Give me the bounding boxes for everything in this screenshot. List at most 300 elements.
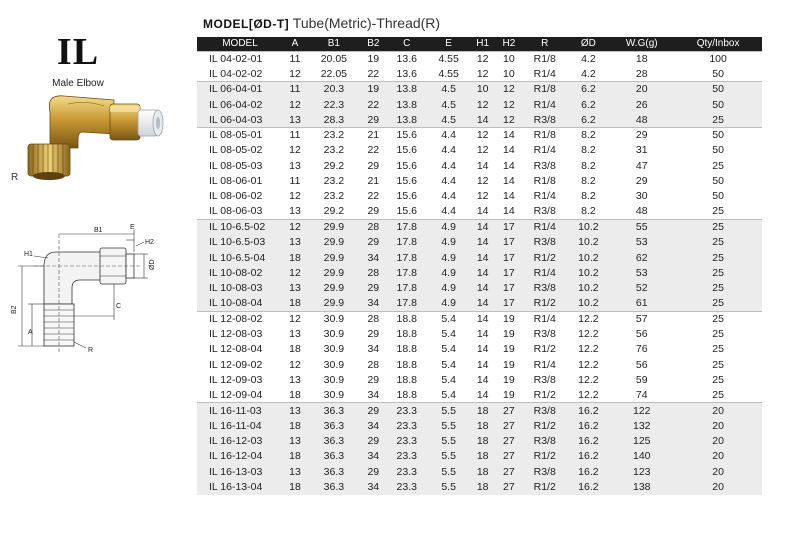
spec-cell: 17.8 (386, 265, 428, 280)
spec-cell: 13 (283, 403, 307, 418)
spec-cell: 14 (470, 219, 496, 234)
spec-cell: 23.2 (323, 175, 345, 188)
spec-cell: 15.6 (396, 144, 417, 157)
spec-cell: 23.3 (386, 418, 428, 433)
table-row (197, 326, 762, 341)
spec-cell: 18.8 (396, 358, 417, 371)
table-row (197, 433, 762, 448)
spec-cell: 4.5 (428, 112, 470, 127)
spec-cell: 17.8 (386, 296, 428, 311)
spec-cell: 23.3 (386, 403, 428, 418)
spec-cell: 30.9 (323, 358, 345, 371)
model-cell: IL 06-04-01 (197, 82, 283, 97)
spec-cell: 18 (470, 479, 496, 494)
spec-cell: 6.2 (567, 97, 609, 112)
spec-cell: 13 (289, 205, 301, 218)
table-row (197, 66, 762, 81)
model-cell: IL 12-08-02 (197, 311, 283, 326)
spec-cell: 12.2 (567, 311, 609, 326)
spec-cell: 10.2 (567, 280, 609, 295)
spec-cell: 17 (496, 250, 522, 265)
spec-cell: 14 (470, 265, 496, 280)
spec-cell: 28 (361, 219, 386, 234)
spec-cell: 10 (496, 51, 522, 66)
table-row (197, 235, 762, 250)
spec-cell: 23.3 (386, 449, 428, 464)
spec-cell: 29 (609, 127, 674, 142)
spec-cell: 11 (283, 51, 307, 66)
dimension-diagram (4, 222, 180, 358)
spec-cell: 23.3 (386, 433, 428, 448)
spec-cell: 11 (289, 175, 301, 188)
spec-cell: 4.9 (428, 280, 470, 295)
spec-cell: 48 (609, 112, 674, 127)
spec-cell: 30.9 (323, 388, 345, 401)
spec-cell: 18 (289, 343, 301, 356)
spec-cell: 34 (361, 296, 386, 311)
model-cell: IL 10-6.5-03 (197, 235, 283, 250)
spec-cell: 25 (674, 235, 762, 250)
table-heading (203, 15, 440, 31)
spec-cell: 53 (609, 265, 674, 280)
model-cell: IL 16-13-04 (197, 479, 283, 494)
table-row (197, 388, 762, 403)
table-row (197, 311, 762, 326)
spec-cell: R1/4 (522, 97, 567, 112)
spec-cell: 5.4 (441, 388, 456, 401)
spec-cell: 18 (289, 388, 301, 401)
spec-cell: 50 (712, 190, 724, 203)
dim-label-a: A (28, 329, 33, 336)
spec-cell: 12 (283, 219, 307, 234)
spec-cell: 8.2 (581, 205, 596, 218)
spec-cell: 18 (609, 51, 674, 66)
model-cell: IL 04-02-02 (209, 67, 263, 80)
spec-cell: 17 (496, 280, 522, 295)
spec-cell: 4.55 (438, 67, 459, 80)
spec-cell: 17.8 (386, 280, 428, 295)
spec-cell: 21 (367, 175, 380, 188)
spec-cell: 14 (503, 175, 515, 188)
dim-label-e: E (130, 224, 135, 231)
spec-cell: R1/2 (522, 296, 567, 311)
table-row (197, 189, 762, 204)
spec-cell: 16.2 (567, 464, 609, 479)
spec-cell: 29 (361, 235, 386, 250)
spec-cell: 20 (674, 418, 762, 433)
spec-cell: 18 (283, 250, 307, 265)
spec-cell: 14 (496, 127, 522, 142)
spec-cell: 36.3 (307, 479, 361, 494)
spec-cell: 123 (609, 464, 674, 479)
table-row (197, 250, 762, 265)
dim-label-od: ØD (149, 259, 156, 270)
spec-cell: 30 (635, 190, 648, 203)
spec-cell: 34 (361, 479, 386, 494)
spec-cell: 50 (674, 97, 762, 112)
spec-cell: 28 (367, 358, 380, 371)
spec-cell: 4.5 (428, 82, 470, 97)
spec-cell: 29.9 (307, 219, 361, 234)
spec-cell: 23.3 (386, 464, 428, 479)
spec-cell: 29 (367, 327, 380, 340)
dim-label-b2: B2 (11, 305, 18, 314)
spec-cell: R1/4 (533, 144, 556, 157)
spec-cell: R1/2 (533, 343, 556, 356)
spec-cell: 30.9 (323, 373, 345, 386)
size-group (197, 403, 762, 495)
spec-cell: 6.2 (567, 82, 609, 97)
spec-cell: 17 (496, 265, 522, 280)
spec-cell: 5.5 (428, 464, 470, 479)
spec-cell: 17 (496, 235, 522, 250)
spec-cell: 19 (503, 373, 515, 386)
spec-cell: 132 (609, 418, 674, 433)
model-cell: IL 08-06-01 (209, 175, 263, 188)
spec-cell: R1/2 (522, 250, 567, 265)
column-header: H1 (470, 37, 496, 51)
spec-cell: 18 (470, 403, 496, 418)
spec-cell: 20.05 (307, 51, 361, 66)
spec-cell: 28.3 (307, 112, 361, 127)
thread-type-label: R (11, 172, 19, 183)
spec-cell: R1/2 (522, 418, 567, 433)
product-name: Male Elbow (52, 78, 104, 89)
model-cell: IL 08-05-03 (209, 159, 263, 172)
spec-cell: 17.8 (386, 250, 428, 265)
spec-cell: 48 (635, 205, 648, 218)
size-group (197, 219, 762, 311)
table-row (197, 280, 762, 295)
spec-cell: 18 (283, 449, 307, 464)
spec-cell: 29 (361, 433, 386, 448)
table-row (197, 127, 762, 142)
spec-cell: 14 (476, 159, 489, 172)
spec-cell: 74 (635, 388, 648, 401)
spec-cell: 13 (289, 373, 301, 386)
spec-cell: 12 (283, 311, 307, 326)
spec-cell: 5.4 (441, 373, 456, 386)
spec-cell: R3/8 (533, 159, 556, 172)
spec-cell: 28 (361, 311, 386, 326)
model-cell: IL 16-12-03 (197, 433, 283, 448)
spec-cell: R3/8 (522, 403, 567, 418)
spec-cell: 8.2 (567, 127, 609, 142)
column-header: W.G(g) (609, 37, 674, 51)
spec-cell: 14 (470, 112, 496, 127)
spec-cell: 14 (470, 280, 496, 295)
spec-cell: 17 (496, 219, 522, 234)
spec-cell: 14 (470, 296, 496, 311)
spec-cell: 27 (496, 433, 522, 448)
spec-cell: 10.2 (567, 296, 609, 311)
spec-cell: 19 (503, 388, 515, 401)
spec-cell: 5.5 (428, 403, 470, 418)
spec-cell: 25 (674, 219, 762, 234)
dim-label-c: C (116, 303, 122, 310)
table-row (197, 265, 762, 280)
spec-cell: 138 (609, 479, 674, 494)
spec-cell: 15.6 (396, 190, 417, 203)
spec-cell: 25 (712, 205, 724, 218)
spec-cell: R3/8 (533, 373, 556, 386)
model-cell: IL 16-11-04 (197, 418, 283, 433)
table-row (197, 82, 762, 97)
spec-cell: 13.8 (386, 82, 428, 97)
spec-cell: 15.6 (396, 159, 417, 172)
spec-cell: 100 (674, 51, 762, 66)
model-cell: IL 12-08-04 (209, 343, 263, 356)
spec-cell: 16.2 (567, 418, 609, 433)
spec-cell: 12 (289, 144, 301, 157)
spec-cell: 19 (503, 358, 515, 371)
product-code: IL (56, 31, 100, 73)
spec-cell: 29 (361, 464, 386, 479)
spec-cell: 20 (674, 464, 762, 479)
spec-cell: 25 (674, 311, 762, 326)
spec-cell: 4.9 (428, 250, 470, 265)
header-row (197, 37, 762, 51)
spec-cell: 30.9 (323, 343, 345, 356)
spec-cell: 12 (289, 190, 301, 203)
spec-cell: 4.5 (428, 97, 470, 112)
spec-cell: 12 (496, 97, 522, 112)
spec-cell: 10 (503, 67, 515, 80)
spec-cell: 18.8 (396, 343, 417, 356)
spec-cell: 17.8 (386, 219, 428, 234)
model-cell: IL 10-08-02 (197, 265, 283, 280)
table-row (197, 449, 762, 464)
spec-cell: 13 (289, 159, 301, 172)
spec-cell: 4.9 (428, 265, 470, 280)
spec-cell: 13.6 (396, 67, 417, 80)
spec-cell: 8.2 (581, 159, 596, 172)
spec-cell: 18.8 (396, 373, 417, 386)
spec-cell: 15.6 (396, 175, 417, 188)
spec-cell: 5.5 (428, 433, 470, 448)
spec-cell: 25 (674, 265, 762, 280)
spec-cell: 6.2 (567, 112, 609, 127)
spec-cell: 57 (609, 311, 674, 326)
column-header: ØD (567, 37, 609, 51)
spec-cell: 18 (283, 296, 307, 311)
spec-cell: 62 (609, 250, 674, 265)
spec-cell: 18 (283, 418, 307, 433)
spec-cell: 18 (470, 464, 496, 479)
spec-cell: 29 (361, 280, 386, 295)
spec-cell: 16.2 (567, 479, 609, 494)
spec-cell: R3/8 (522, 235, 567, 250)
spec-cell: 12 (476, 144, 489, 157)
table-row (197, 372, 762, 387)
spec-cell: 13 (289, 327, 301, 340)
spec-cell: 50 (712, 67, 724, 80)
spec-cell: R1/4 (533, 67, 556, 80)
spec-cell: 22.3 (307, 97, 361, 112)
spec-cell: 12 (476, 175, 489, 188)
spec-cell: 27 (496, 479, 522, 494)
spec-cell: 36.3 (307, 418, 361, 433)
spec-cell: 30.9 (307, 311, 361, 326)
spec-cell: 34 (361, 418, 386, 433)
spec-cell: 25 (712, 373, 724, 386)
spec-cell: R3/8 (533, 205, 556, 218)
model-cell: IL 08-06-02 (209, 190, 263, 203)
spec-cell: 29.9 (307, 265, 361, 280)
column-header: A (283, 37, 307, 51)
spec-cell: 4.2 (581, 67, 596, 80)
spec-cell: 5.4 (428, 311, 470, 326)
spec-cell: 12 (470, 127, 496, 142)
spec-cell: 14 (503, 190, 515, 203)
spec-cell: 15.6 (386, 127, 428, 142)
spec-cell: 31 (635, 144, 648, 157)
spec-cell: 55 (609, 219, 674, 234)
spec-cell: 34 (361, 250, 386, 265)
spec-cell: 18.8 (396, 388, 417, 401)
spec-cell: 25 (674, 250, 762, 265)
spec-cell: R1/4 (522, 311, 567, 326)
spec-cell: 23.2 (307, 127, 361, 142)
spec-cell: 25 (712, 343, 724, 356)
spec-cell: 4.4 (428, 127, 470, 142)
spec-cell: 29.9 (307, 235, 361, 250)
spec-cell: R3/8 (522, 464, 567, 479)
spec-cell: R1/4 (522, 219, 567, 234)
spec-cell: 23.3 (386, 479, 428, 494)
table-row (197, 204, 762, 219)
spec-cell: 25 (674, 296, 762, 311)
table-row (197, 418, 762, 433)
spec-cell: 10.2 (567, 235, 609, 250)
spec-cell: 12 (476, 67, 489, 80)
column-header: B1 (307, 37, 361, 51)
spec-cell: 8.2 (581, 175, 596, 188)
spec-cell: 11 (283, 82, 307, 97)
spec-cell: 36.3 (307, 449, 361, 464)
model-cell: IL 06-04-02 (197, 97, 283, 112)
table-row (197, 464, 762, 479)
spec-cell: R1/4 (522, 265, 567, 280)
spec-cell: 53 (609, 235, 674, 250)
spec-cell: 25 (712, 327, 724, 340)
spec-cell: 12.2 (578, 327, 599, 340)
model-cell: IL 10-08-03 (197, 280, 283, 295)
table-row (197, 158, 762, 173)
dim-label-h1: H1 (24, 251, 33, 258)
spec-cell: 12 (283, 97, 307, 112)
spec-cell: 19 (496, 311, 522, 326)
spec-cell: 19 (361, 82, 386, 97)
size-group (197, 82, 762, 128)
spec-cell: R3/8 (522, 112, 567, 127)
spec-cell: 14 (476, 343, 489, 356)
spec-cell: 13 (283, 235, 307, 250)
spec-cell: 18 (470, 449, 496, 464)
spec-cell: R1/4 (533, 190, 556, 203)
size-group (197, 51, 762, 82)
spec-cell: 28 (361, 265, 386, 280)
spec-cell: 13.6 (386, 51, 428, 66)
model-cell: IL 12-09-02 (209, 358, 263, 371)
spec-cell: 29 (361, 403, 386, 418)
spec-cell: 25 (674, 112, 762, 127)
model-cell: IL 16-13-03 (197, 464, 283, 479)
spec-cell: 20.3 (307, 82, 361, 97)
spec-cell: 14 (476, 388, 489, 401)
spec-cell: 8.2 (581, 190, 596, 203)
spec-cell: 4.9 (428, 235, 470, 250)
spec-cell: 50 (712, 175, 724, 188)
spec-cell: 25 (712, 388, 724, 401)
spec-cell: 25 (712, 358, 724, 371)
spec-cell: 12 (470, 97, 496, 112)
table-row (197, 342, 762, 357)
spec-cell: R1/2 (522, 449, 567, 464)
spec-cell: 16.2 (567, 449, 609, 464)
spec-cell: R1/8 (522, 51, 567, 66)
spec-cell: 11 (283, 127, 307, 142)
spec-cell: 29.9 (307, 296, 361, 311)
spec-cell: 12 (470, 51, 496, 66)
spec-cell: 25 (674, 280, 762, 295)
spec-cell: 47 (635, 159, 648, 172)
spec-cell: 12.2 (578, 388, 599, 401)
spec-cell: 16.2 (567, 433, 609, 448)
spec-cell: 29.9 (307, 280, 361, 295)
spec-cell: 14 (470, 250, 496, 265)
spec-cell: 12 (289, 67, 301, 80)
spec-cell: 18 (470, 418, 496, 433)
dim-label-h2: H2 (145, 239, 154, 246)
spec-cell: 4.55 (428, 51, 470, 66)
spec-cell: 52 (609, 280, 674, 295)
model-cell: IL 12-08-03 (209, 327, 263, 340)
spec-cell: 36.3 (307, 403, 361, 418)
spec-cell: 23.2 (323, 144, 345, 157)
spec-cell: 20 (609, 82, 674, 97)
model-cell: IL 04-02-01 (197, 51, 283, 66)
model-cell: IL 10-6.5-04 (197, 250, 283, 265)
spec-cell: 21 (361, 127, 386, 142)
dim-label-r: R (88, 347, 94, 354)
spec-table (197, 37, 762, 495)
spec-cell: 12 (496, 112, 522, 127)
size-group (197, 311, 762, 403)
spec-cell: 27 (496, 449, 522, 464)
dim-label-b1: B1 (94, 227, 103, 234)
spec-cell: 22 (361, 97, 386, 112)
spec-table-header (197, 37, 762, 51)
spec-cell: 12 (476, 190, 489, 203)
spec-cell: 16.2 (567, 403, 609, 418)
spec-cell: R1/8 (522, 127, 567, 142)
product-brand (38, 30, 118, 89)
spec-cell: 22 (367, 67, 380, 80)
spec-cell: 10.2 (567, 250, 609, 265)
spec-cell: 20 (674, 479, 762, 494)
spec-cell: 17 (496, 296, 522, 311)
spec-cell: 34 (367, 343, 380, 356)
spec-cell: 125 (609, 433, 674, 448)
spec-cell: R1/2 (522, 479, 567, 494)
spec-cell: 14 (503, 144, 515, 157)
column-header: H2 (496, 37, 522, 51)
spec-cell: 22 (367, 144, 380, 157)
column-header: B2 (361, 37, 386, 51)
spec-cell: 4.4 (441, 190, 456, 203)
spec-cell: 34 (367, 388, 380, 401)
